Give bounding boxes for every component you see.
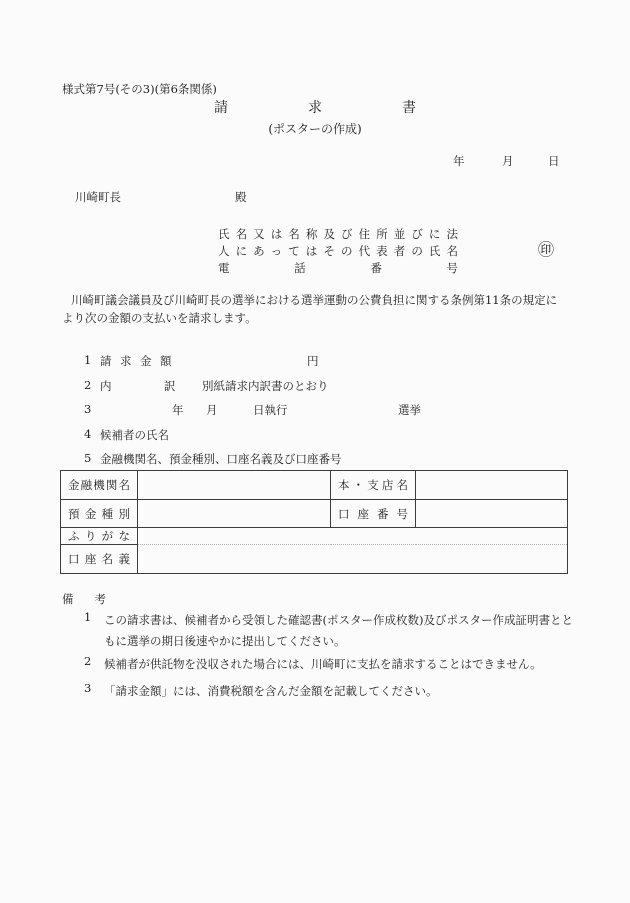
year-label: 年 [453,154,465,168]
remark-text-line1: この請求書は、候補者から受領した確認書(ポスター作成枚数)及びポスター作成証明書とと [104,613,573,627]
candidate-name-label: 候補者の氏名 [100,428,169,442]
furigana-label: ふりがな [61,528,138,545]
remark-number: 1 [84,610,92,624]
remark-number: 3 [84,681,92,695]
addressee-name: 川崎町長 [75,190,121,204]
addressee-honorific: 殿 [235,190,247,204]
phone-char: 番 [370,261,382,275]
item-number: 1 [84,353,92,367]
form-number: 様式第7号(その3)(第6条関係) [62,82,217,96]
sender-name-line2: 人にあってはその代表者の氏名 [218,244,458,258]
account-holder-label: 口座名義 [61,545,138,574]
document-subtitle: (ポスターの作成) [268,122,362,136]
phone-char: 電 [218,261,230,275]
phone-number-label [218,260,458,277]
remark-text: 「請求金額」には、消費税額を含んだ金額を記載してください。 [104,684,438,698]
financial-institution-label: 金融機関名 [61,471,138,500]
phone-char: 号 [446,261,458,275]
election-suffix-label: 選挙 [398,403,421,417]
list-item-bank-info [0,451,630,467]
remark-text-line2: もに選挙の期日後速やかに提出してください。 [104,634,346,648]
bank-account-table [60,470,568,574]
yen-unit-label: 円 [307,354,319,368]
seal-mark-icon: ㊞ [538,240,555,259]
remarks-heading [62,591,106,607]
paragraph-line2: より次の金額の支払いを請求します。 [62,311,257,325]
addressee-line [0,189,630,205]
date-line [0,153,630,169]
item-number: 2 [84,378,92,392]
branch-field [416,471,568,500]
title-char: 書 [402,100,416,116]
document-title [0,97,630,117]
remarks-heading-char: 備 [62,592,74,606]
deposit-type-label: 預金種別 [61,500,138,528]
phone-char: 話 [294,261,306,275]
exec-month-label: 月 [206,403,218,417]
exec-year-label: 年 [172,403,184,417]
sender-name-line1: 氏名又は名称及び住所並びに法 [218,227,458,241]
account-number-label: 口座番号 [331,500,416,528]
financial-institution-field [138,471,331,500]
remark-text [104,610,573,652]
furigana-field [138,528,568,545]
bank-info-label: 金融機関名、預金種別、口座名義及び口座番号 [100,452,342,466]
title-char: 請 [214,100,228,116]
list-item-breakdown [0,378,630,394]
remarks-heading-char: 考 [94,592,106,606]
month-label: 月 [502,154,514,168]
breakdown-value: 別紙請求内訳書のとおり [202,379,329,393]
breakdown-label-b: 訳 [164,379,176,393]
item-number: 5 [84,451,92,465]
exec-day-label: 日執行 [253,403,288,417]
paragraph-line1: 川崎町議会議員及び川崎町長の選挙における選挙運動の公費負担に関する条例第11条の規定に [71,293,558,307]
account-holder-field [138,545,568,574]
day-label: 日 [548,154,560,168]
sender-block [218,226,458,277]
body-paragraph [62,291,570,327]
claim-amount-label: 請求金額 [100,354,180,368]
remark-number: 2 [84,654,92,668]
remark-text: 候補者が供託物を没収された場合には、川崎町に支払を請求することはできません。 [104,657,542,671]
list-item-candidate-name [0,427,630,443]
title-char: 求 [308,100,322,116]
account-number-field [416,500,568,528]
breakdown-label-a: 内 [100,379,112,393]
list-item-election-date [0,402,630,418]
branch-label: 本・支店名 [331,471,416,500]
deposit-type-field [138,500,331,528]
item-number: 4 [84,427,92,441]
list-item-claim-amount [0,353,630,369]
item-number: 3 [84,402,92,416]
